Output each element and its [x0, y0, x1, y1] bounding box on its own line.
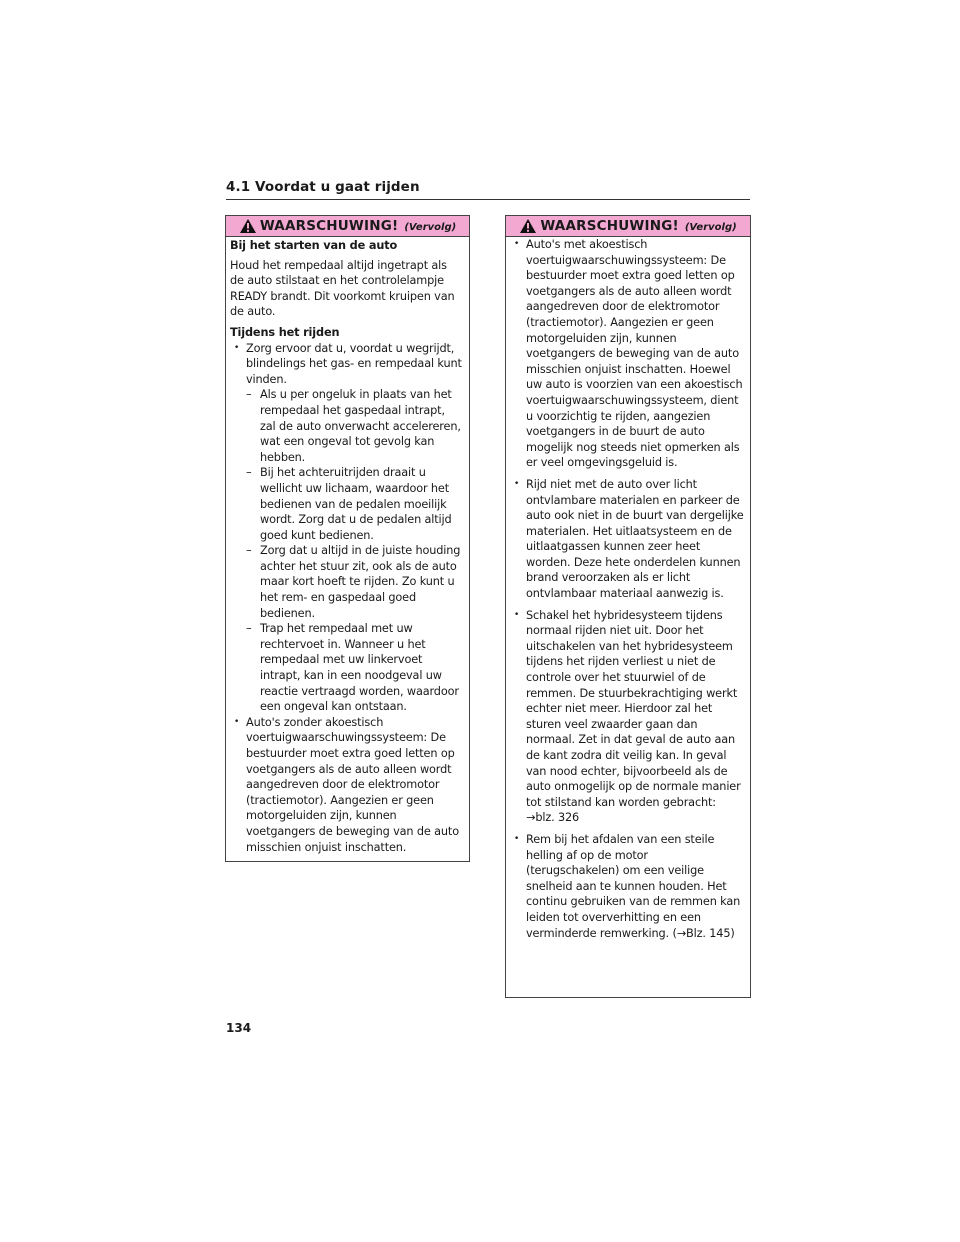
list-item: • Schakel het hybridesysteem tijdens normaal rijden niet uit. Door het uitschakelen van het hybridesysteem tijdens het rijden verliest u niet de controle over het stuurwiel of de remmen. De stuurbekrachtiging werkt echter niet meer. Hierdoor zal het sturen veel zwaarder gaan dan normaal. Zet in dat geval de auto aan de kant zodra dit veilig kan. In geval van nood echter, bijvoorbeeld als de auto onmogelijk op de normale manier tot stilstand kan worden gebracht: →blz. 326 [510, 608, 744, 826]
dash-mark: – [246, 622, 252, 636]
list-item: • Auto's met akoestisch voertuigwaarschuwingssysteem: De bestuurder moet extra goed letten op voetgangers als de auto alleen wordt aangedreven door de elektromotor (tractiemotor). Aangezien er geen motorgeluiden zijn, kunnen voetgangers de beweging van de auto misschien onjuist inschatten. Hoewel uw auto is voorzien van een akoestisch voertuigwaarschuwingssysteem, dient u voorzichtig te rijden, aangezien voetgangers in de buurt de auto mogelijk nog steeds niet opmerken als er veel omgevingsgeluid is. [510, 237, 744, 471]
warning-title: WAARSCHUWING! [259, 218, 399, 234]
section-title: 4.1 Voordat u gaat rijden [226, 179, 420, 195]
dash-mark: – [246, 544, 252, 558]
warning-header [506, 216, 750, 237]
warning-box-right [505, 215, 751, 998]
warning-header [226, 216, 469, 237]
warning-box-left [225, 215, 470, 862]
page-number: 134 [226, 1021, 252, 1035]
bullet-list [230, 341, 463, 856]
list-item [230, 341, 463, 715]
dash-item [230, 387, 463, 465]
list-item: • Rem bij het afdalen van een steile helling af op de motor (terugschakelen) om een veilige snelheid aan te kunnen houden. Het continu gebruiken van de remmen kan leiden tot oververhitting en een verminderde remwerking. (→Blz. 145) [510, 832, 744, 941]
dash-list [230, 387, 463, 714]
warning-body [506, 237, 750, 941]
list-item [230, 715, 463, 855]
warning-triangle-icon [519, 218, 537, 234]
bullet-text: Auto's zonder akoestisch voertuigwaarschuwingssysteem: De bestuurder moet extra goed letten op voetgangers als de auto alleen wordt aangedreven door de elektromotor (tractiemotor). Aangezien er geen motorgeluiden zijn, kunnen voetgangers de beweging van de auto misschien onjuist inschatten. [246, 715, 459, 854]
dash-text: Zorg dat u altijd in de juiste houding achter het stuur zit, ook als de auto maar kort hoeft te rijden. Zo kunt u het rem- en gaspedaal goed bedienen. [260, 544, 461, 620]
dash-text: Trap het rempedaal met uw rechtervoet in. Wanneer u het rempedaal met uw linkervoet intrapt, kan in een noodgeval uw reactie vertraagd worden, waardoor een ongeval kan ontstaan. [260, 622, 459, 714]
warning-title: WAARSCHUWING! [540, 218, 679, 234]
warning-triangle-icon [239, 218, 257, 234]
dash-text: Als u per ongeluk in plaats van het rempedaal het gaspedaal intrapt, zal de auto onverwacht accelereren, wat een ongeval tot gevolg kan hebben. [260, 388, 461, 464]
bullet-text: Zorg ervoor dat u, voordat u wegrijdt, blindelings het gas- en rempedaal kunt vinden. [246, 341, 462, 386]
subheading-starting: Bij het starten van de auto [230, 239, 398, 252]
dash-item [230, 465, 463, 543]
section-divider [226, 199, 750, 200]
warning-continued: (Vervolg) [684, 222, 737, 233]
dash-mark: – [246, 388, 252, 402]
subheading-driving: Tijdens het rijden [230, 325, 340, 339]
list-item: • Rijd niet met de auto over licht ontvlambare materialen en parkeer de auto ook niet in de buurt van dergelijke materialen. Het uitlaatsysteem en de uitlaatgassen kunnen zeer heet worden. Deze hete onderdelen kunnen brand veroorzaken als er licht ontvlambaar materiaal aanwezig is. [510, 477, 744, 602]
dash-text: Bij het achteruitrijden draait u wellicht uw lichaam, waardoor het bedienen van de pedalen moeilijk wordt. Zorg dat u de pedalen altijd goed kunt bedienen. [260, 466, 452, 542]
warning-continued: (Vervolg) [404, 222, 457, 233]
bullet-list [510, 237, 744, 941]
section-header [226, 178, 750, 200]
paragraph-ready: Houd het rempedaal altijd ingetrapt als de auto stilstaat en het controlelampje READY brandt. Dit voorkomt kruipen van de auto. [230, 258, 455, 319]
dash-item [230, 621, 463, 715]
warning-body [226, 238, 469, 855]
dash-mark: – [246, 466, 252, 480]
dash-item [230, 543, 463, 621]
